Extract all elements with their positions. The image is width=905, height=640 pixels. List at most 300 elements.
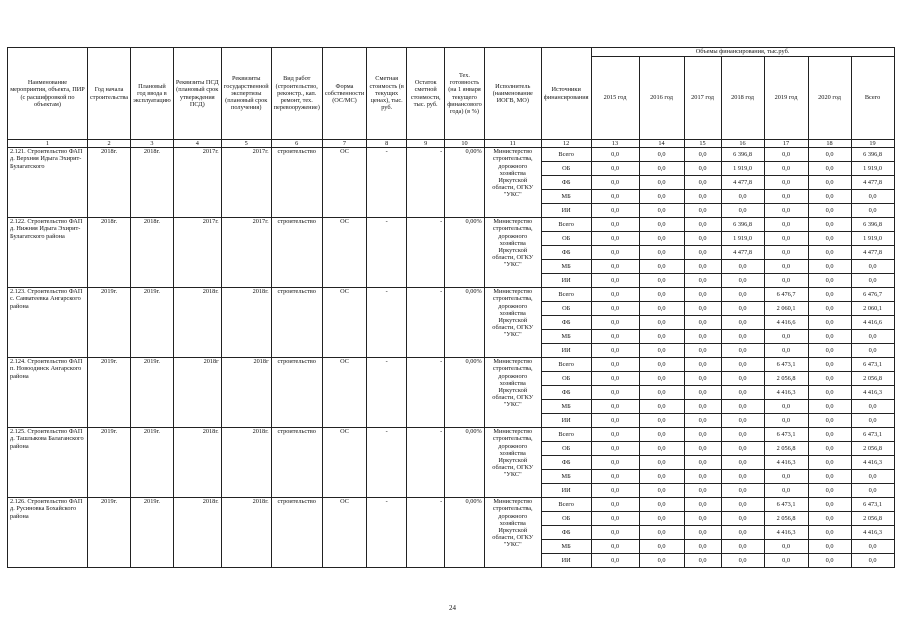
amount-cell: 0,0 bbox=[808, 190, 851, 204]
table-row bbox=[8, 218, 895, 232]
funding-source: ОБ bbox=[541, 372, 591, 386]
amount-cell: 0,0 bbox=[721, 554, 764, 568]
year-header: Всего bbox=[851, 57, 894, 140]
amount-cell: 0,0 bbox=[808, 554, 851, 568]
start-year: 2019г. bbox=[88, 358, 131, 428]
amount-cell: 2 056,8 bbox=[851, 372, 894, 386]
psd-date: 2018г. bbox=[173, 428, 221, 498]
column-number: 7 bbox=[322, 140, 366, 148]
col-worktype-header: Вид работ (строительство, реконстр., кап. ремонт, тех. перевооружение) bbox=[271, 48, 322, 140]
col-end-header: Плановый год ввода в эксплуатацию bbox=[131, 48, 174, 140]
funding-source: Всего bbox=[541, 358, 591, 372]
amount-cell: 0,0 bbox=[684, 302, 721, 316]
amount-cell: 0,0 bbox=[639, 204, 684, 218]
executor: Министерство строительства, дорожного хозяйства Иркутской области, ОГКУ "УКС" bbox=[484, 148, 541, 218]
page-number: 24 bbox=[449, 604, 456, 612]
end-year: 2019г. bbox=[131, 358, 174, 428]
amount-cell: 0,0 bbox=[851, 414, 894, 428]
amount-cell: 0,0 bbox=[591, 428, 639, 442]
amount-cell: 0,0 bbox=[808, 358, 851, 372]
psd-date: 2018г bbox=[173, 358, 221, 428]
amount-cell: 0,0 bbox=[764, 344, 808, 358]
amount-cell: 0,0 bbox=[721, 456, 764, 470]
amount-cell: 4 477,8 bbox=[851, 176, 894, 190]
technical-readiness: 0,00% bbox=[445, 218, 485, 288]
amount-cell: 0,0 bbox=[639, 330, 684, 344]
work-type: строительство bbox=[271, 498, 322, 568]
amount-cell: 0,0 bbox=[684, 484, 721, 498]
amount-cell: 0,0 bbox=[721, 330, 764, 344]
funding-source: ФБ bbox=[541, 246, 591, 260]
funding-source: ФБ bbox=[541, 456, 591, 470]
funding-source: Всего bbox=[541, 288, 591, 302]
amount-cell: 4 416,3 bbox=[764, 456, 808, 470]
funding-source: ФБ bbox=[541, 526, 591, 540]
amount-cell: 0,0 bbox=[591, 246, 639, 260]
amount-cell: 0,0 bbox=[591, 414, 639, 428]
amount-cell: 0,0 bbox=[684, 414, 721, 428]
estimated-cost: - bbox=[367, 358, 407, 428]
end-year: 2019г. bbox=[131, 428, 174, 498]
amount-cell: 4 416,3 bbox=[764, 386, 808, 400]
column-number: 14 bbox=[639, 140, 684, 148]
col-rest-header: Остаток сметной стоимости, тыс. руб. bbox=[407, 48, 445, 140]
object-name: 2.122. Строительство ФАП д. Нижняя Идыга Эхирит-Булагатского района bbox=[8, 218, 88, 288]
amount-cell: 0,0 bbox=[808, 204, 851, 218]
amount-cell: 0,0 bbox=[639, 386, 684, 400]
executor: Министерство строительства, дорожного хозяйства Иркутской области, ОГКУ "УКС" bbox=[484, 428, 541, 498]
year-header: 2015 год bbox=[591, 57, 639, 140]
expertise-date: 2018г. bbox=[221, 428, 271, 498]
amount-cell: 0,0 bbox=[721, 358, 764, 372]
amount-cell: 0,0 bbox=[591, 372, 639, 386]
amount-cell: 0,0 bbox=[684, 148, 721, 162]
funding-source: ОБ bbox=[541, 232, 591, 246]
table-body bbox=[8, 148, 895, 568]
amount-cell: 0,0 bbox=[684, 400, 721, 414]
amount-cell: 0,0 bbox=[808, 456, 851, 470]
cost-remainder: - bbox=[407, 498, 445, 568]
amount-cell: 0,0 bbox=[851, 470, 894, 484]
amount-cell: 0,0 bbox=[808, 540, 851, 554]
amount-cell: 0,0 bbox=[591, 386, 639, 400]
amount-cell: 0,0 bbox=[808, 274, 851, 288]
funding-source: Всего bbox=[541, 148, 591, 162]
ownership-form: ОС bbox=[322, 498, 366, 568]
expertise-date: 2018г. bbox=[221, 288, 271, 358]
ownership-form: ОС bbox=[322, 428, 366, 498]
estimated-cost: - bbox=[367, 428, 407, 498]
table-row bbox=[8, 358, 895, 372]
amount-cell: 0,0 bbox=[808, 484, 851, 498]
amount-cell: 0,0 bbox=[808, 442, 851, 456]
amount-cell: 0,0 bbox=[591, 148, 639, 162]
amount-cell: 0,0 bbox=[684, 372, 721, 386]
amount-cell: 0,0 bbox=[721, 484, 764, 498]
amount-cell: 0,0 bbox=[591, 554, 639, 568]
column-number: 9 bbox=[407, 140, 445, 148]
amount-cell: 4 416,6 bbox=[851, 316, 894, 330]
amount-cell: 6 396,8 bbox=[851, 148, 894, 162]
amount-cell: 0,0 bbox=[808, 526, 851, 540]
amount-cell: 0,0 bbox=[639, 400, 684, 414]
amount-cell: 0,0 bbox=[639, 148, 684, 162]
amount-cell: 0,0 bbox=[639, 540, 684, 554]
amount-cell: 0,0 bbox=[684, 162, 721, 176]
amount-cell: 0,0 bbox=[764, 204, 808, 218]
amount-cell: 0,0 bbox=[639, 288, 684, 302]
amount-cell: 0,0 bbox=[684, 232, 721, 246]
amount-cell: 0,0 bbox=[721, 540, 764, 554]
amount-cell: 0,0 bbox=[639, 316, 684, 330]
amount-cell: 0,0 bbox=[639, 498, 684, 512]
amount-cell: 4 416,3 bbox=[851, 526, 894, 540]
funding-source: ИИ bbox=[541, 484, 591, 498]
object-name: 2.126. Строительство ФАП д. Русиновка Бохайского района bbox=[8, 498, 88, 568]
col-executor-header: Исполнитель (наименование ИОГВ, МО) bbox=[484, 48, 541, 140]
amount-cell: 0,0 bbox=[684, 344, 721, 358]
amount-cell: 0,0 bbox=[591, 316, 639, 330]
amount-cell: 0,0 bbox=[684, 526, 721, 540]
column-number: 4 bbox=[173, 140, 221, 148]
amount-cell: 1 919,0 bbox=[721, 232, 764, 246]
amount-cell: 6 473,1 bbox=[851, 358, 894, 372]
amount-cell: 0,0 bbox=[808, 330, 851, 344]
amount-cell: 0,0 bbox=[684, 540, 721, 554]
funding-source: ОБ bbox=[541, 442, 591, 456]
amount-cell: 0,0 bbox=[808, 232, 851, 246]
object-name: 2.125. Строительство ФАП д. Ташлыкова Балаганского района bbox=[8, 428, 88, 498]
amount-cell: 0,0 bbox=[591, 162, 639, 176]
amount-cell: 0,0 bbox=[684, 428, 721, 442]
amount-cell: 0,0 bbox=[684, 442, 721, 456]
amount-cell: 0,0 bbox=[639, 526, 684, 540]
cost-remainder: - bbox=[407, 428, 445, 498]
amount-cell: 0,0 bbox=[639, 428, 684, 442]
funding-source: ИИ bbox=[541, 274, 591, 288]
amount-cell: 0,0 bbox=[851, 554, 894, 568]
amount-cell: 0,0 bbox=[808, 260, 851, 274]
amount-cell: 0,0 bbox=[591, 232, 639, 246]
amount-cell: 0,0 bbox=[591, 526, 639, 540]
amount-cell: 0,0 bbox=[639, 190, 684, 204]
amount-cell: 0,0 bbox=[684, 512, 721, 526]
amount-cell: 0,0 bbox=[684, 470, 721, 484]
financing-group-header: Объемы финансирования, тыс.руб. bbox=[591, 48, 894, 57]
amount-cell: 0,0 bbox=[808, 302, 851, 316]
amount-cell: 0,0 bbox=[684, 386, 721, 400]
amount-cell: 0,0 bbox=[639, 358, 684, 372]
expertise-date: 2018г bbox=[221, 358, 271, 428]
amount-cell: 0,0 bbox=[808, 386, 851, 400]
end-year: 2019г. bbox=[131, 288, 174, 358]
column-number: 17 bbox=[764, 140, 808, 148]
column-number: 11 bbox=[484, 140, 541, 148]
amount-cell: 0,0 bbox=[639, 260, 684, 274]
ownership-form: ОС bbox=[322, 148, 366, 218]
amount-cell: 0,0 bbox=[684, 316, 721, 330]
amount-cell: 0,0 bbox=[764, 400, 808, 414]
amount-cell: 6 473,1 bbox=[764, 358, 808, 372]
work-type: строительство bbox=[271, 148, 322, 218]
amount-cell: 0,0 bbox=[764, 246, 808, 260]
amount-cell: 0,0 bbox=[639, 274, 684, 288]
amount-cell: 0,0 bbox=[721, 372, 764, 386]
executor: Министерство строительства, дорожного хозяйства Иркутской области, ОГКУ "УКС" bbox=[484, 288, 541, 358]
amount-cell: 0,0 bbox=[721, 302, 764, 316]
start-year: 2019г. bbox=[88, 428, 131, 498]
amount-cell: 0,0 bbox=[591, 442, 639, 456]
amount-cell: 0,0 bbox=[684, 218, 721, 232]
funding-source: МБ bbox=[541, 190, 591, 204]
object-name: 2.124. Строительство ФАП п. Новоодинск Ангарского района bbox=[8, 358, 88, 428]
amount-cell: 0,0 bbox=[684, 246, 721, 260]
col-start-header: Год начала строительства bbox=[88, 48, 131, 140]
funding-source: ИИ bbox=[541, 204, 591, 218]
amount-cell: 0,0 bbox=[591, 260, 639, 274]
amount-cell: 6 396,8 bbox=[851, 218, 894, 232]
col-psd-header: Реквизиты ПСД (плановый срок утверждения ПСД) bbox=[173, 48, 221, 140]
column-number: 3 bbox=[131, 140, 174, 148]
estimated-cost: - bbox=[367, 218, 407, 288]
column-number: 19 bbox=[851, 140, 894, 148]
amount-cell: 0,0 bbox=[591, 274, 639, 288]
amount-cell: 0,0 bbox=[639, 512, 684, 526]
expertise-date: 2017г. bbox=[221, 148, 271, 218]
amount-cell: 2 056,8 bbox=[851, 442, 894, 456]
column-number: 18 bbox=[808, 140, 851, 148]
expertise-date: 2017г. bbox=[221, 218, 271, 288]
start-year: 2018г. bbox=[88, 218, 131, 288]
amount-cell: 0,0 bbox=[851, 260, 894, 274]
end-year: 2019г. bbox=[131, 498, 174, 568]
amount-cell: 0,0 bbox=[684, 498, 721, 512]
amount-cell: 0,0 bbox=[764, 218, 808, 232]
amount-cell: 2 056,8 bbox=[851, 512, 894, 526]
end-year: 2018г. bbox=[131, 218, 174, 288]
amount-cell: 0,0 bbox=[764, 260, 808, 274]
amount-cell: 0,0 bbox=[764, 274, 808, 288]
estimated-cost: - bbox=[367, 288, 407, 358]
work-type: строительство bbox=[271, 218, 322, 288]
funding-source: МБ bbox=[541, 540, 591, 554]
estimated-cost: - bbox=[367, 498, 407, 568]
col-cost-header: Сметная стоимость (в текущих ценах), тыс. руб. bbox=[367, 48, 407, 140]
amount-cell: 0,0 bbox=[721, 442, 764, 456]
amount-cell: 0,0 bbox=[684, 358, 721, 372]
funding-source: Всего bbox=[541, 428, 591, 442]
cost-remainder: - bbox=[407, 358, 445, 428]
amount-cell: 0,0 bbox=[721, 526, 764, 540]
amount-cell: 0,0 bbox=[721, 204, 764, 218]
amount-cell: 0,0 bbox=[764, 330, 808, 344]
start-year: 2019г. bbox=[88, 288, 131, 358]
amount-cell: 0,0 bbox=[764, 232, 808, 246]
column-number: 5 bbox=[221, 140, 271, 148]
work-type: строительство bbox=[271, 288, 322, 358]
year-header: 2017 год bbox=[684, 57, 721, 140]
object-name: 2.123. Строительство ФАП с. Савватеевка Ангарского района bbox=[8, 288, 88, 358]
amount-cell: 0,0 bbox=[591, 218, 639, 232]
technical-readiness: 0,00% bbox=[445, 288, 485, 358]
amount-cell: 0,0 bbox=[684, 288, 721, 302]
amount-cell: 4 416,3 bbox=[851, 456, 894, 470]
amount-cell: 0,0 bbox=[591, 344, 639, 358]
cost-remainder: - bbox=[407, 288, 445, 358]
year-header: 2018 год bbox=[721, 57, 764, 140]
amount-cell: 1 919,0 bbox=[851, 232, 894, 246]
amount-cell: 0,0 bbox=[851, 484, 894, 498]
amount-cell: 0,0 bbox=[591, 456, 639, 470]
amount-cell: 0,0 bbox=[591, 498, 639, 512]
amount-cell: 0,0 bbox=[808, 512, 851, 526]
amount-cell: 0,0 bbox=[639, 442, 684, 456]
amount-cell: 0,0 bbox=[591, 358, 639, 372]
amount-cell: 0,0 bbox=[851, 274, 894, 288]
amount-cell: 0,0 bbox=[684, 554, 721, 568]
technical-readiness: 0,00% bbox=[445, 148, 485, 218]
amount-cell: 0,0 bbox=[721, 400, 764, 414]
amount-cell: 0,0 bbox=[721, 190, 764, 204]
amount-cell: 0,0 bbox=[764, 484, 808, 498]
amount-cell: 4 477,8 bbox=[851, 246, 894, 260]
amount-cell: 0,0 bbox=[764, 148, 808, 162]
amount-cell: 0,0 bbox=[591, 176, 639, 190]
amount-cell: 0,0 bbox=[639, 302, 684, 316]
amount-cell: 0,0 bbox=[639, 554, 684, 568]
amount-cell: 0,0 bbox=[591, 288, 639, 302]
amount-cell: 0,0 bbox=[764, 414, 808, 428]
amount-cell: 0,0 bbox=[808, 148, 851, 162]
col-form-header: Форма собственности (ОС/МС) bbox=[322, 48, 366, 140]
funding-source: ОБ bbox=[541, 512, 591, 526]
amount-cell: 0,0 bbox=[764, 554, 808, 568]
amount-cell: 2 060,1 bbox=[851, 302, 894, 316]
technical-readiness: 0,00% bbox=[445, 498, 485, 568]
amount-cell: 0,0 bbox=[721, 512, 764, 526]
psd-date: 2017г. bbox=[173, 218, 221, 288]
amount-cell: 0,0 bbox=[639, 232, 684, 246]
amount-cell: 0,0 bbox=[851, 344, 894, 358]
amount-cell: 0,0 bbox=[639, 414, 684, 428]
amount-cell: 4 416,3 bbox=[764, 526, 808, 540]
amount-cell: 6 396,8 bbox=[721, 148, 764, 162]
amount-cell: 6 473,1 bbox=[764, 498, 808, 512]
amount-cell: 0,0 bbox=[808, 414, 851, 428]
amount-cell: 0,0 bbox=[591, 400, 639, 414]
work-type: строительство bbox=[271, 428, 322, 498]
table-row bbox=[8, 148, 895, 162]
amount-cell: 0,0 bbox=[808, 470, 851, 484]
amount-cell: 0,0 bbox=[808, 176, 851, 190]
amount-cell: 0,0 bbox=[808, 218, 851, 232]
amount-cell: 0,0 bbox=[639, 372, 684, 386]
amount-cell: 0,0 bbox=[591, 540, 639, 554]
end-year: 2018г. bbox=[131, 148, 174, 218]
table-row bbox=[8, 498, 895, 512]
amount-cell: 2 056,8 bbox=[764, 442, 808, 456]
col-exp-header: Реквизиты государственной экспертизы (плановый срок получения) bbox=[221, 48, 271, 140]
amount-cell: 0,0 bbox=[808, 162, 851, 176]
funding-source: ОБ bbox=[541, 302, 591, 316]
amount-cell: 0,0 bbox=[764, 470, 808, 484]
financing-table bbox=[7, 47, 895, 568]
amount-cell: 0,0 bbox=[684, 260, 721, 274]
funding-source: МБ bbox=[541, 330, 591, 344]
column-number: 8 bbox=[367, 140, 407, 148]
amount-cell: 0,0 bbox=[721, 288, 764, 302]
amount-cell: 0,0 bbox=[851, 330, 894, 344]
object-name: 2.121. Строительство ФАП д. Верхняя Идыга Эхирит-Булагатского bbox=[8, 148, 88, 218]
amount-cell: 6 473,1 bbox=[851, 428, 894, 442]
amount-cell: 6 476,7 bbox=[851, 288, 894, 302]
amount-cell: 0,0 bbox=[639, 484, 684, 498]
amount-cell: 0,0 bbox=[684, 456, 721, 470]
column-number: 2 bbox=[88, 140, 131, 148]
amount-cell: 0,0 bbox=[591, 512, 639, 526]
funding-source: МБ bbox=[541, 400, 591, 414]
technical-readiness: 0,00% bbox=[445, 358, 485, 428]
amount-cell: 2 056,8 bbox=[764, 372, 808, 386]
amount-cell: 0,0 bbox=[764, 176, 808, 190]
funding-source: МБ bbox=[541, 470, 591, 484]
start-year: 2019г. bbox=[88, 498, 131, 568]
amount-cell: 0,0 bbox=[851, 540, 894, 554]
funding-source: Всего bbox=[541, 498, 591, 512]
ownership-form: ОС bbox=[322, 288, 366, 358]
funding-source: ИИ bbox=[541, 344, 591, 358]
col-name-header: Наименование мероприятия, объекта, ПИР (с расшифровкой по объектам) bbox=[8, 48, 88, 140]
amount-cell: 1 919,0 bbox=[721, 162, 764, 176]
amount-cell: 0,0 bbox=[808, 288, 851, 302]
amount-cell: 2 060,1 bbox=[764, 302, 808, 316]
amount-cell: 0,0 bbox=[684, 190, 721, 204]
table-row bbox=[8, 288, 895, 302]
funding-source: МБ bbox=[541, 260, 591, 274]
amount-cell: 4 416,3 bbox=[851, 386, 894, 400]
amount-cell: 0,0 bbox=[591, 204, 639, 218]
amount-cell: 0,0 bbox=[721, 274, 764, 288]
expertise-date: 2018г. bbox=[221, 498, 271, 568]
psd-date: 2018г. bbox=[173, 498, 221, 568]
amount-cell: 6 396,8 bbox=[721, 218, 764, 232]
technical-readiness: 0,00% bbox=[445, 428, 485, 498]
amount-cell: 0,0 bbox=[721, 470, 764, 484]
amount-cell: 0,0 bbox=[808, 246, 851, 260]
funding-source: Всего bbox=[541, 218, 591, 232]
amount-cell: 0,0 bbox=[684, 176, 721, 190]
amount-cell: 0,0 bbox=[851, 190, 894, 204]
amount-cell: 0,0 bbox=[721, 414, 764, 428]
amount-cell: 4 477,8 bbox=[721, 246, 764, 260]
amount-cell: 0,0 bbox=[639, 470, 684, 484]
estimated-cost: - bbox=[367, 148, 407, 218]
amount-cell: 0,0 bbox=[591, 190, 639, 204]
executor: Министерство строительства, дорожного хозяйства Иркутской области, ОГКУ "УКС" bbox=[484, 498, 541, 568]
column-number: 10 bbox=[445, 140, 485, 148]
amount-cell: 0,0 bbox=[721, 316, 764, 330]
amount-cell: 0,0 bbox=[808, 316, 851, 330]
col-source-header: Источники финансирования bbox=[541, 48, 591, 140]
amount-cell: 0,0 bbox=[764, 162, 808, 176]
work-type: строительство bbox=[271, 358, 322, 428]
table-header bbox=[8, 48, 895, 148]
funding-source: ИИ bbox=[541, 414, 591, 428]
amount-cell: 0,0 bbox=[721, 386, 764, 400]
column-number: 13 bbox=[591, 140, 639, 148]
amount-cell: 0,0 bbox=[639, 162, 684, 176]
column-number: 16 bbox=[721, 140, 764, 148]
